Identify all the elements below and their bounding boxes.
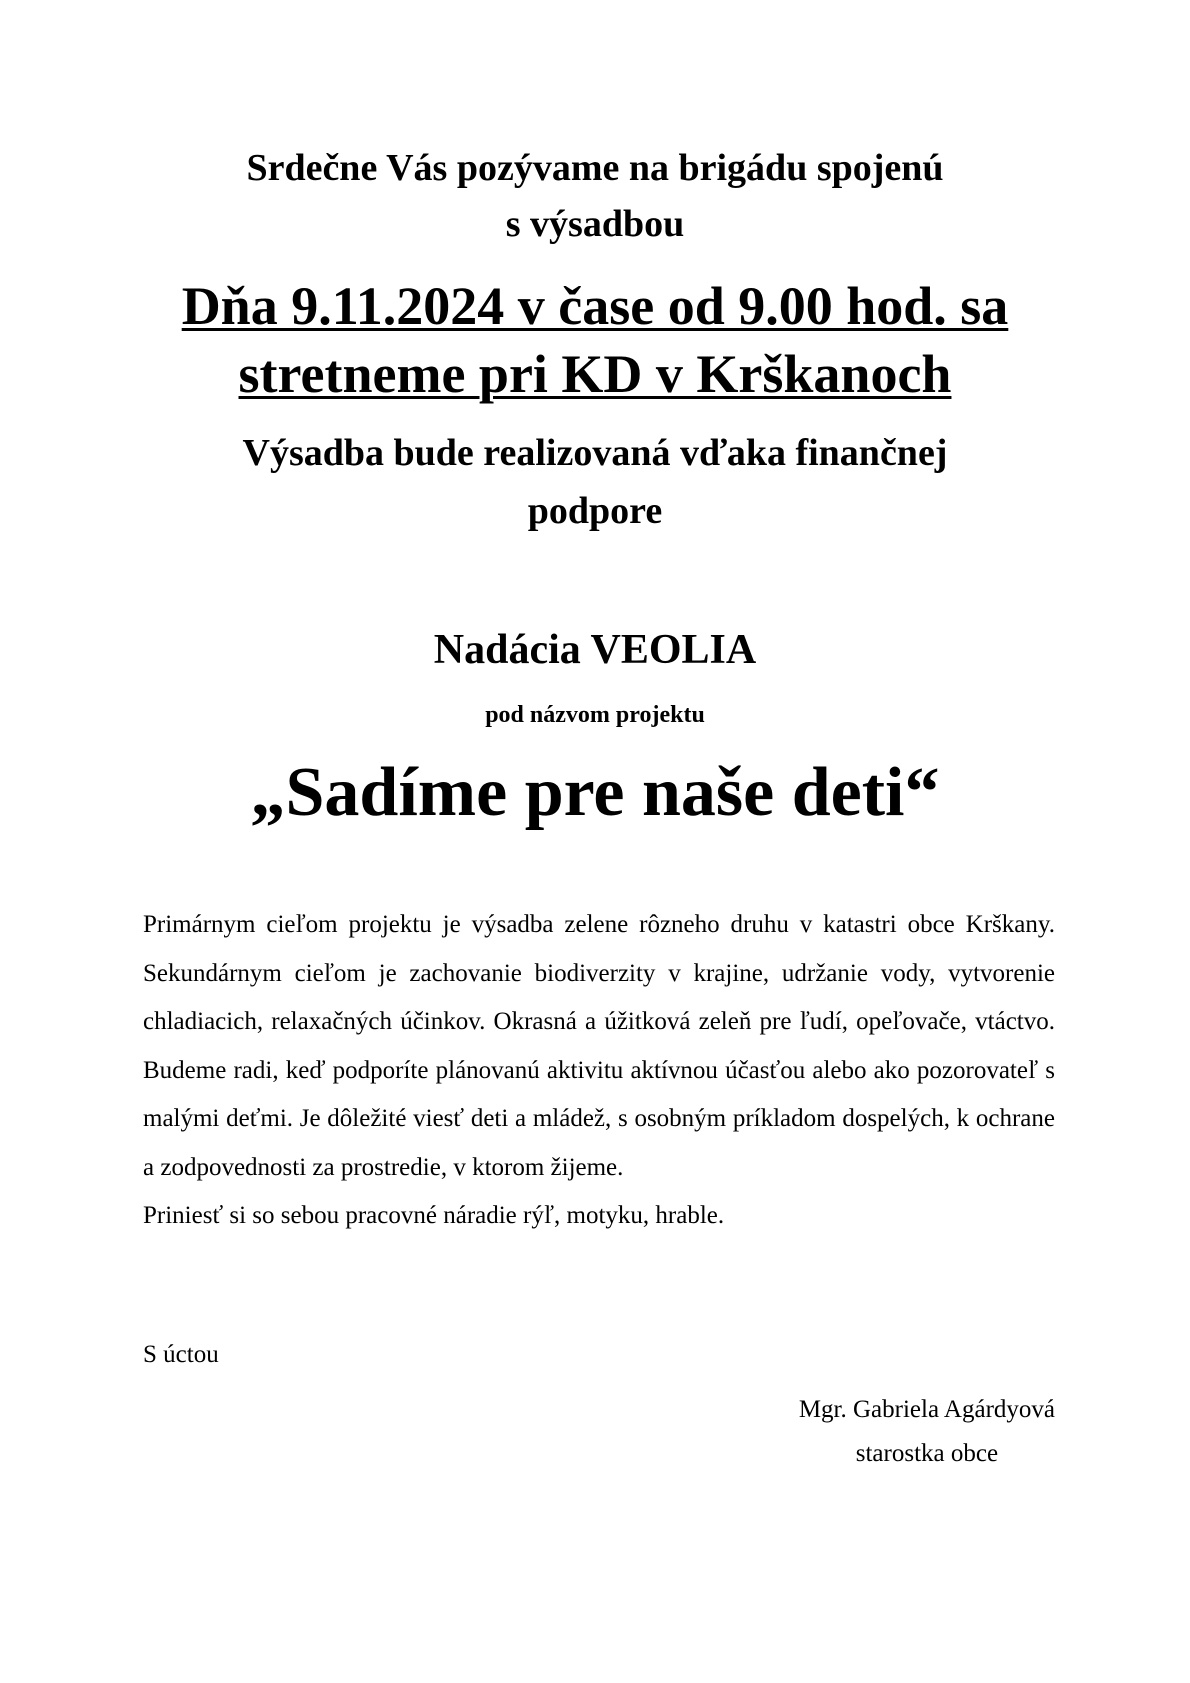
signatory-name: Mgr. Gabriela Agárdyová (798, 1396, 1055, 1423)
invitation-line-1: Srdečne Vás pozývame na brigádu spojenú (246, 147, 944, 189)
body-text (143, 901, 1055, 1241)
meeting-line-2: stretneme pri KD v Krškanoch (238, 344, 952, 404)
support-line-2: podpore (527, 490, 663, 532)
body-paragraph-2: Priniesť si so sebou pracovné náradie rýľ, motyku, hrable. (143, 1202, 725, 1229)
project-label: pod názvom projektu (485, 702, 705, 728)
signature-block (799, 1388, 1055, 1476)
support-line-1: Výsadba bude realizovaná vďaka finančnej (242, 432, 948, 474)
signatory-role: starostka obce (855, 1440, 999, 1467)
support-heading (0, 424, 1190, 540)
foundation-name: Nadácia VEOLIA (433, 627, 757, 673)
meeting-heading (0, 272, 1190, 408)
project-title: „Sadíme pre naše deti“ (250, 754, 940, 831)
invitation-heading (0, 140, 1190, 252)
meeting-line-1: Dňa 9.11.2024 v čase od 9.00 hod. sa (181, 276, 1009, 336)
closing-salutation: S úctou (143, 1341, 219, 1368)
body-paragraph-1: Primárnym cieľom projektu je výsadba zelene rôzneho druhu v katastri obce Krškany. Sekundárnym cieľom je zachovanie biodiverzity v krajine, udržanie vody, vytvorenie chladiacich, relaxačných účinkov. Okrasná a úžitková zeleň pre ľudí, opeľovače, vtáctvo. Budeme radi, keď podporíte plánovanú aktivitu aktívnou účasťou alebo ako pozorovateľ s malými deťmi. Je dôležité viesť deti a mládež, s osobným príkladom dospelých, k ochrane a zodpovednosti za prostredie, v ktorom žijeme. (143, 911, 1055, 1181)
invitation-line-2: s výsadbou (505, 203, 685, 245)
